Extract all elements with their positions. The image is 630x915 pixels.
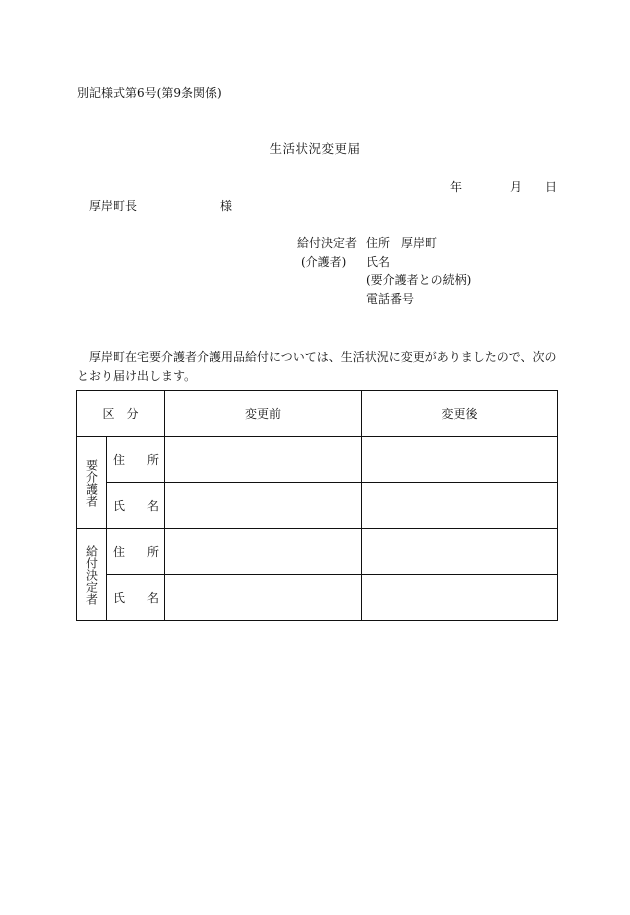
cell-after[interactable] [362, 483, 558, 529]
row-label-text: 氏名 [113, 499, 159, 513]
applicant-phone-label: 電話番号 [366, 292, 415, 306]
cell-after[interactable] [362, 575, 558, 621]
row-label [107, 483, 165, 529]
applicant-sub-label: (介護者) [301, 255, 347, 269]
change-table [76, 390, 558, 621]
table-header-row [77, 391, 558, 437]
row-label [107, 437, 165, 483]
cell-after[interactable] [362, 529, 558, 575]
header-category: 区 分 [77, 391, 165, 437]
row-label-text: 住所 [113, 453, 159, 467]
group-label-care-recipient [77, 437, 107, 529]
row-label-text: 住所 [113, 545, 159, 559]
cell-before[interactable] [165, 437, 362, 483]
row-label-text: 氏名 [113, 591, 159, 605]
cell-before[interactable] [165, 575, 362, 621]
date-year-label: 年 [450, 180, 463, 194]
form-number-label: 別記様式第6号(第9条関係) [77, 86, 222, 100]
group-label-text: 要介護者 [84, 458, 99, 507]
table-row [77, 483, 558, 529]
group-label-benefit-recipient [77, 529, 107, 621]
applicant-address-label: 住所 [366, 236, 391, 250]
cell-after[interactable] [362, 437, 558, 483]
header-before: 変更前 [165, 391, 362, 437]
cell-before[interactable] [165, 529, 362, 575]
table-row [77, 437, 558, 483]
addressee-honorific: 様 [220, 199, 233, 213]
table-row [77, 575, 558, 621]
applicant-relation-label: (要介護者との続柄) [366, 273, 472, 287]
header-after: 変更後 [362, 391, 558, 437]
group-label-text: 給付決定者 [84, 544, 99, 605]
row-label [107, 529, 165, 575]
notice-body-text: 厚岸町在宅要介護者介護用品給付については、生活状況に変更がありましたので、次のとおり届け出します。 [77, 350, 557, 383]
applicant-address-value: 厚岸町 [401, 236, 438, 250]
addressee-name: 厚岸町長 [89, 199, 138, 213]
applicant-name-label: 氏名 [366, 255, 391, 269]
table-row [77, 529, 558, 575]
applicant-label: 給付決定者 [297, 236, 358, 250]
document-title: 生活状況変更届 [269, 141, 361, 156]
cell-before[interactable] [165, 483, 362, 529]
date-day-label: 日 [545, 180, 558, 194]
date-month-label: 月 [510, 180, 523, 194]
row-label [107, 575, 165, 621]
